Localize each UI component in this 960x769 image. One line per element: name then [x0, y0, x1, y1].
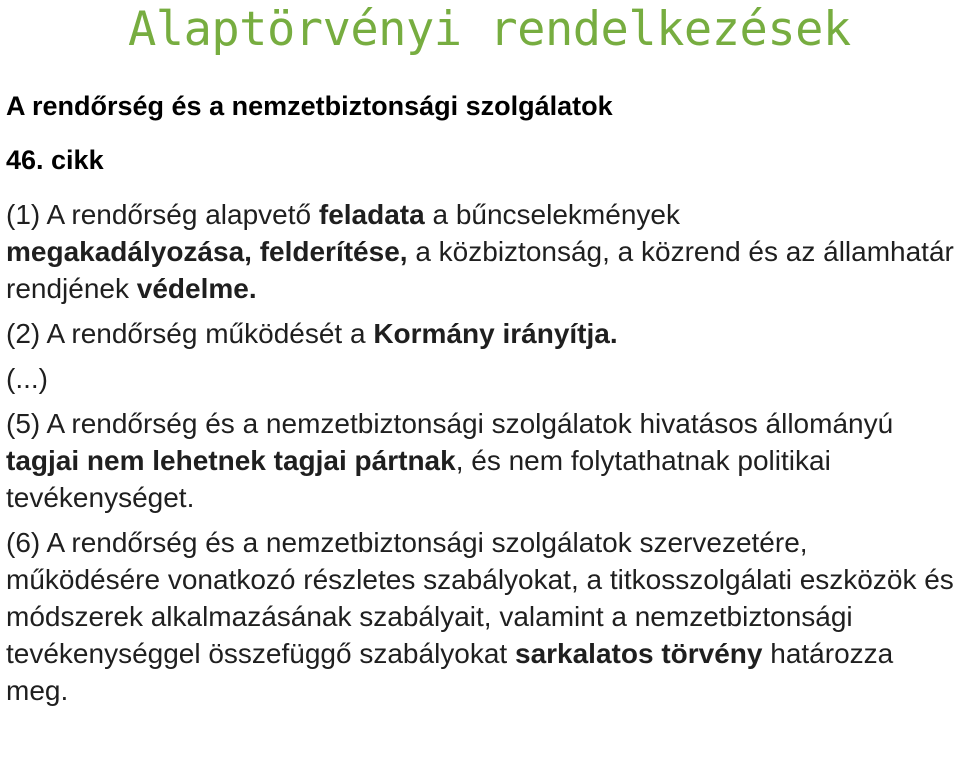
paragraph-1-bold-3: védelme. — [136, 273, 257, 304]
paragraph-1-bold-1: feladata — [318, 199, 425, 230]
paragraph-2 — [6, 315, 960, 352]
article-number: 46. cikk — [6, 145, 104, 175]
paragraph-5 — [6, 405, 960, 516]
paragraph-6-text-2: határozza meg. — [6, 638, 894, 706]
paragraph-2-bold-1: Kormány irányítja. — [373, 318, 618, 349]
paragraph-6 — [6, 524, 960, 709]
paragraph-5-bold-1: tagjai nem lehetnek tagjai pártnak — [6, 445, 456, 476]
paragraph-1 — [6, 196, 960, 307]
omission-marker: (...) — [6, 363, 48, 394]
paragraph-6-text-1: (6) A rendőrség és a nemzetbiztonsági szolgálatok szervezetére, működésére vonatkozó részletes szabályokat, a titkosszolgálati eszközök és módszerek alkalmazásának szabályait, valamint a nemzetbiztonsági tevékenységgel összefüggő szabályokat — [6, 527, 954, 669]
paragraph-5-text-2: , és nem folytathatnak politikai tevékenységet. — [6, 445, 831, 513]
paragraph-1-bold-2: megakadályozása, felderítése, — [6, 236, 408, 267]
section-heading: A rendőrség és a nemzetbiztonsági szolgálatok — [6, 91, 613, 121]
paragraph-1-text-1: (1) A rendőrség alapvető — [6, 199, 319, 230]
paragraph-1-text-2: a bűncselekmények — [424, 199, 680, 230]
paragraph-5-text-1: (5) A rendőrség és a nemzetbiztonsági szolgálatok hivatásos állományú — [6, 408, 894, 439]
slide-title: Alaptörvényi rendelkezések — [128, 2, 851, 57]
paragraph-6-bold-1: sarkalatos törvény — [515, 638, 763, 669]
slide-content — [6, 88, 960, 709]
paragraph-2-text-1: (2) A rendőrség működését a — [6, 318, 374, 349]
paragraph-1-text-3: a közbiztonság, a közrend és az államhatár rendjének — [6, 236, 954, 304]
